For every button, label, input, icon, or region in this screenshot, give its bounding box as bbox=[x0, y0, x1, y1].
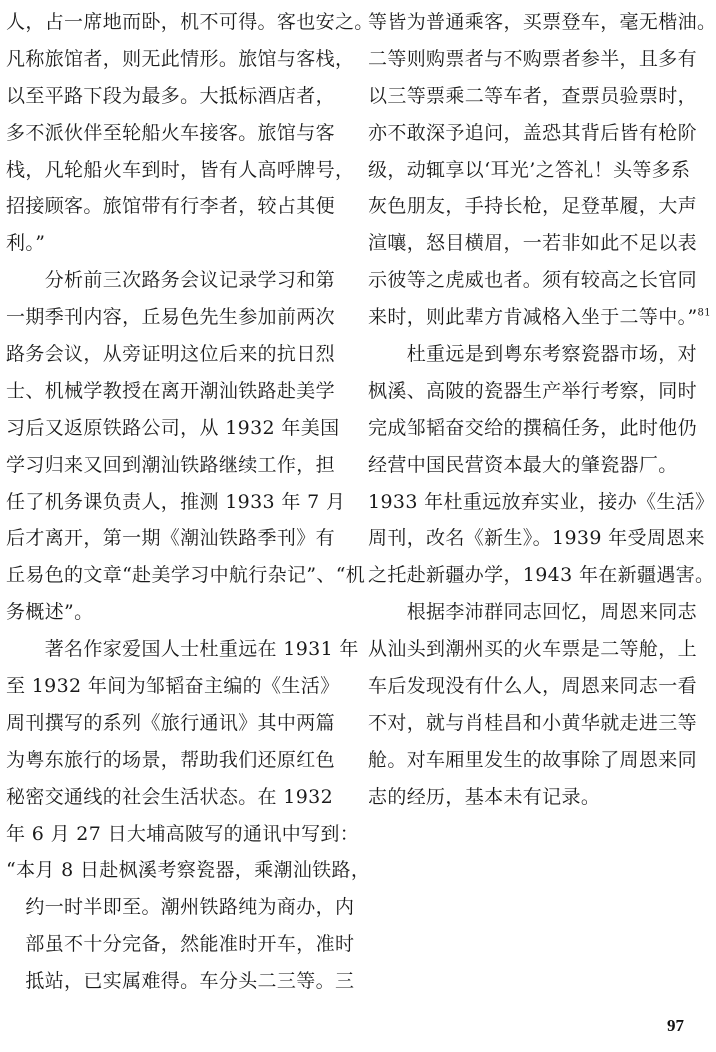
text-line: 二等则购票者与不购票者参半，且多有 bbox=[368, 47, 697, 70]
text-line: 根据李沛群同志回忆，周恩来同志 bbox=[368, 601, 697, 624]
text-line: 亦不敢深予追问，盖恐其背后皆有枪阶 bbox=[368, 121, 697, 144]
text-line-with-footnote bbox=[368, 299, 711, 336]
text-line: 周刊撰写的系列《旅行通讯》其中两篇 bbox=[6, 711, 335, 734]
text-line: 完成邹韬奋交给的撰稿任务，此时他仍 bbox=[368, 416, 697, 439]
text-line: 秘密交通线的社会生活状态。在 1932 bbox=[6, 785, 334, 808]
text-line: 志的经历，基本未有记录。 bbox=[368, 785, 601, 808]
text-line: 抵站，已实属难得。车分头二三等。三 bbox=[6, 970, 355, 993]
text-line: 一期季刊内容，丘易色先生参加前两次 bbox=[6, 306, 335, 329]
text-line: 灰色朋友，手持长枪，足登革履，大声 bbox=[368, 195, 697, 218]
text-line: 经营中国民营资本最大的肇瓷器厂。 bbox=[368, 453, 678, 476]
text-line: 任了机务课负责人，推测 1933 年 7 月 bbox=[6, 490, 346, 513]
text-line: 1933 年杜重远放弃实业，接办《生活》 bbox=[368, 490, 715, 513]
text-line: 招接顾客。旅馆带有行李者，较占其便 bbox=[6, 195, 335, 218]
text-line: 士、机械学教授在离开潮汕铁路赴美学 bbox=[6, 379, 335, 402]
text-line: 分析前三次路务会议记录学习和第 bbox=[6, 269, 335, 292]
text-line: 渲嚷，怒目横眉，一若非如此不足以表 bbox=[368, 232, 697, 255]
text-line: 级，动辄享以‘耳光’之答礼！头等多系 bbox=[368, 158, 691, 181]
text-line: 习后又返原铁路公司，从 1932 年美国 bbox=[6, 416, 340, 439]
text-line: 年 6 月 27 日大埔高陂写的通讯中写到： bbox=[6, 822, 360, 845]
text-line: 部虽不十分完备，然能准时开车，准时 bbox=[6, 933, 355, 956]
text-line: 丘易色的文章“赴美学习中航行杂记”、“机 bbox=[6, 564, 366, 587]
text-line: 枫溪、高陂的瓷器生产举行考察，同时 bbox=[368, 379, 697, 402]
text-line: 周刊，改名《新生》。1939 年受周恩来 bbox=[368, 527, 705, 550]
text-line: 栈，凡轮船火车到时，皆有人高呼牌号， bbox=[6, 158, 355, 181]
text-line: 务概述”。 bbox=[6, 601, 94, 624]
text-line: 著名作家爱国人士杜重远在 1931 年 bbox=[6, 638, 359, 661]
page-number: 97 bbox=[667, 1016, 684, 1035]
text-line: 不对，就与肖桂昌和小黄华就走进三等 bbox=[368, 711, 697, 734]
text-line: 等皆为普通乘客，买票登车，毫无楷油。 bbox=[368, 11, 716, 33]
text-line: 利。” bbox=[6, 232, 46, 255]
text-line: 后才离开，第一期《潮汕铁路季刊》有 bbox=[6, 527, 335, 550]
text-line: 约一时半即至。潮州铁路纯为商办，内 bbox=[6, 896, 355, 919]
text-line: 凡称旅馆者，则无此情形。旅馆与客栈， bbox=[6, 47, 355, 70]
left-text-column bbox=[6, 4, 374, 1000]
text-line: 示彼等之虎威也者。须有较高之长官同 bbox=[368, 269, 697, 292]
text-line: 以三等票乘二等车者，查票员验票时， bbox=[368, 84, 697, 107]
text-line: 学习归来又回到潮汕铁路继续工作，担 bbox=[6, 453, 335, 476]
text-line: 车后发现没有什么人，周恩来同志一看 bbox=[368, 675, 697, 698]
text-line: 从汕头到潮州买的火车票是二等舱，上 bbox=[368, 638, 697, 661]
text-line: 路务会议，从旁证明这位后来的抗日烈 bbox=[6, 343, 335, 366]
text-line: 人，占一席地而卧，机不可得。客也安之。 bbox=[6, 11, 374, 33]
footnote-marker: 81 bbox=[697, 307, 711, 319]
text-line: 至 1932 年间为邹韬奋主编的《生活》 bbox=[6, 675, 340, 698]
text-line: “本月 8 日赴枫溪考察瓷器，乘潮汕铁路， bbox=[6, 859, 371, 882]
text-line: 以至平路下段为最多。大抵标酒店者， bbox=[6, 84, 335, 107]
text-line: 多不派伙伴至轮船火车接客。旅馆与客 bbox=[6, 121, 335, 144]
text-line: 之托赴新疆办学，1943 年在新疆遇害。 bbox=[368, 564, 715, 587]
quote-closing-text: 来时，则此辈方肯减格入坐于二等中。” bbox=[368, 306, 698, 329]
text-line: 杜重远是到粤东考察瓷器市场，对 bbox=[368, 343, 697, 366]
text-line: 舱。对车厢里发生的故事除了周恩来同 bbox=[368, 748, 697, 771]
right-text-column bbox=[368, 4, 716, 816]
text-line: 为粤东旅行的场景，帮助我们还原红色 bbox=[6, 748, 335, 771]
